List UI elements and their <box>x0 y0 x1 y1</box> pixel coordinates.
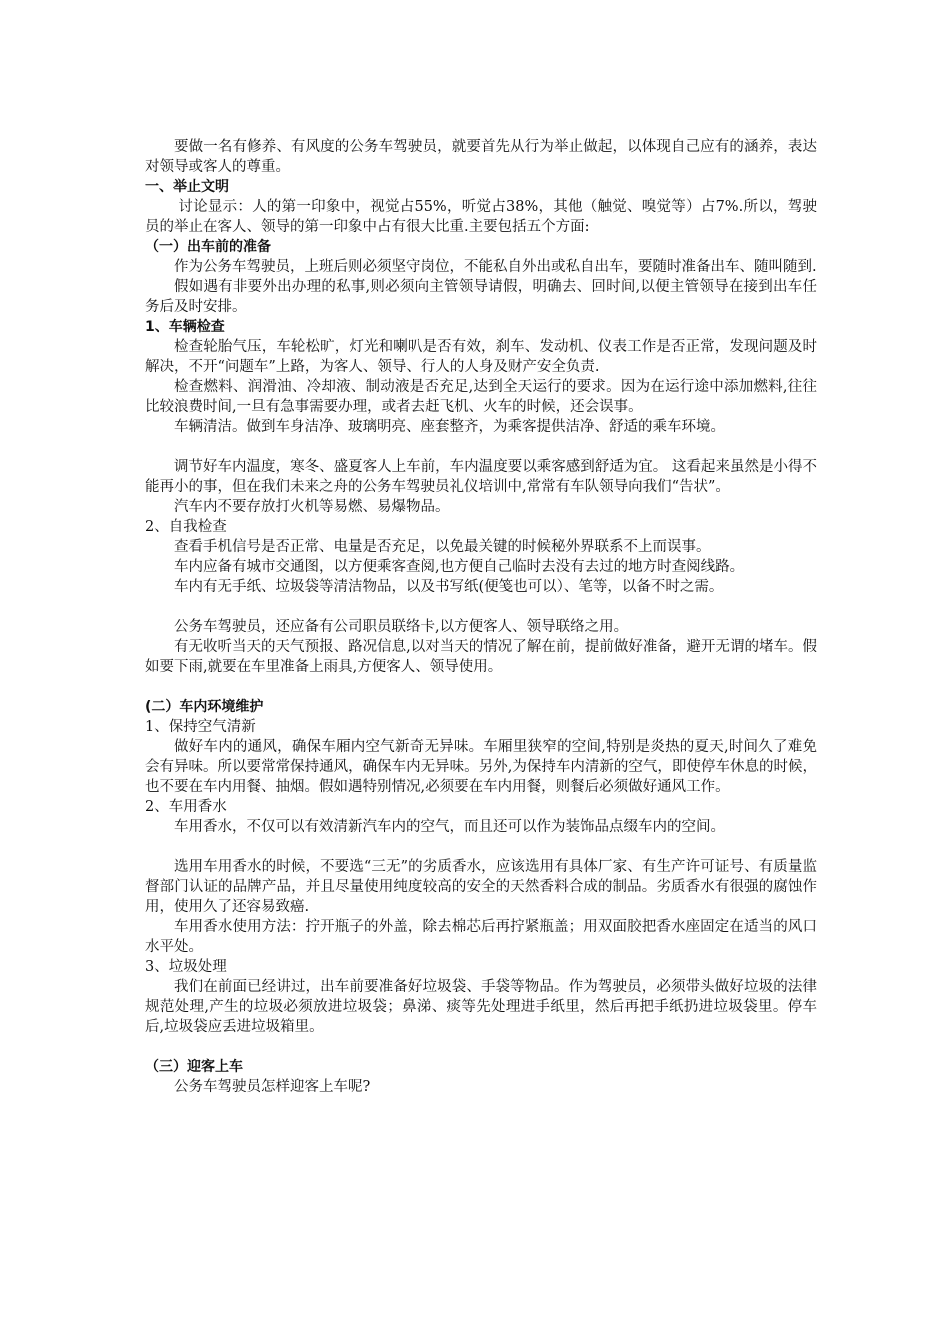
paragraph: 车用香水，不仅可以有效清新汽车内的空气，而且还可以作为装饰品点缀车内的空间。 <box>174 819 725 835</box>
paragraph: 做好车内的通风，确保车厢内空气新奇无异味。车厢里狭窄的空间,特别是炎热的夏天,时间久了难免会有异味。所以要常常保持通风，确保车内无异味。另外,为保持车内清新的空气，即使停车休息的时候，也不要在车内用餐、抽烟。假如遇特别情况,必须要在车内用餐，则餐后必须做好通风工作。 <box>145 739 817 795</box>
paragraph: 车内有无手纸、垃圾袋等清洁物品，以及书写纸(便笺也可以）、笔等，以备不时之需。 <box>174 579 724 595</box>
paragraph: 我们在前面已经讲过，出车前要准备好垃圾袋、手袋等物品。作为驾驶员，必须带头做好垃圾的法律规范处理,产生的垃圾必须放进垃圾袋；鼻涕、痰等先处理进手纸里，然后再把手纸扔进垃圾袋里。停车后,垃圾袋应丢进垃圾箱里。 <box>145 979 817 1035</box>
paragraph: 车辆清洁。做到车身洁净、玻璃明亮、座套整齐，为乘客提供洁净、舒适的乘车环境。 <box>174 419 725 435</box>
paragraph: 调节好车内温度，寒冬、盛夏客人上车前，车内温度要以乘客感到舒适为宜。 这看起来虽然是小得不能再小的事，但在我们未来之舟的公务车驾驶员礼仪培训中,常常有车队领导向我们“告状”。 <box>145 459 817 495</box>
paragraph: 车用香水使用方法：拧开瓶子的外盖，除去棉芯后再拧紧瓶盖；用双面胶把香水座固定在适当的风口水平处。 <box>145 919 817 955</box>
paragraph: 汽车内不要存放打火机等易燃、易爆物品。 <box>174 499 450 515</box>
intro-paragraph: 要做一名有修养、有风度的公务车驾驶员，就要首先从行为举止做起，以体现自己应有的涵养，表达对领导或客人的尊重。 <box>145 139 817 175</box>
item-heading-trash: 3、垃圾处理 <box>145 959 227 975</box>
paragraph: 公务车驾驶员怎样迎客上车呢? <box>174 1079 371 1095</box>
paragraph: 讨论显示：人的第一印象中，视觉占55%，听觉占38%，其他（触觉、嗅觉等）占7%.所以，驾驶员的举止在客人、领导的第一印象中占有很大比重.主要包括五个方面: <box>145 199 817 235</box>
paragraph: 检查燃料、润滑油、冷却液、制动液是否充足,达到全天运行的要求。因为在运行途中添加燃料,往往比较浪费时间,一旦有急事需要办理，或者去赶飞机、火车的时候，还会误事。 <box>145 379 817 415</box>
paragraph: 作为公务车驾驶员，上班后则必须坚守岗位，不能私自外出或私自出车，要随时准备出车、随叫随到. <box>174 259 817 275</box>
subsection-heading-environment: (二）车内环境维护 <box>145 699 264 715</box>
paragraph: 假如遇有非要外出办理的私事,则必须向主管领导请假，明确去、回时间,以便主管领导在接到出车任务后及时安排。 <box>145 279 817 315</box>
item-heading-perfume: 2、车用香水 <box>145 799 227 815</box>
subsection-heading-preparation: （一）出车前的准备 <box>145 239 271 255</box>
subsection-heading-greeting: （三）迎客上车 <box>145 1059 243 1075</box>
paragraph: 检查轮胎气压，车轮松旷，灯光和喇叭是否有效，刹车、发动机、仪表工作是否正常，发现问题及时解决，不开“问题车”上路，为客人、领导、行人的人身及财产安全负责. <box>145 339 817 375</box>
paragraph: 选用车用香水的时候，不要选“三无”的劣质香水，应该选用有具体厂家、有生产许可证号、有质量监督部门认证的品牌产品，并且尽量使用纯度较高的安全的天然香料合成的制品。劣质香水有很强的腐蚀作用，使用久了还容易致癌. <box>145 859 817 915</box>
document-page <box>145 137 817 1097</box>
paragraph: 有无收听当天的天气预报、路况信息,以对当天的情况了解在前，提前做好准备，避开无谓的堵车。假如要下雨,就要在车里准备上雨具,方便客人、领导使用。 <box>145 639 817 675</box>
item-heading-fresh-air: 1、保持空气清新 <box>145 719 256 735</box>
paragraph: 公务车驾驶员，还应备有公司职员联络卡,以方便客人、领导联络之用。 <box>174 619 629 635</box>
paragraph: 查看手机信号是否正常、电量是否充足，以免最关键的时候秘外界联系不上而误事。 <box>174 539 711 555</box>
item-heading-vehicle-check: 1、车辆检查 <box>145 319 225 335</box>
section-heading-conduct: 一、举止文明 <box>145 179 229 195</box>
paragraph: 车内应备有城市交通图，以方便乘客查阅,也方便自己临时去没有去过的地方时查阅线路。 <box>174 559 745 575</box>
item-heading-self-check: 2、自我检查 <box>145 519 227 535</box>
